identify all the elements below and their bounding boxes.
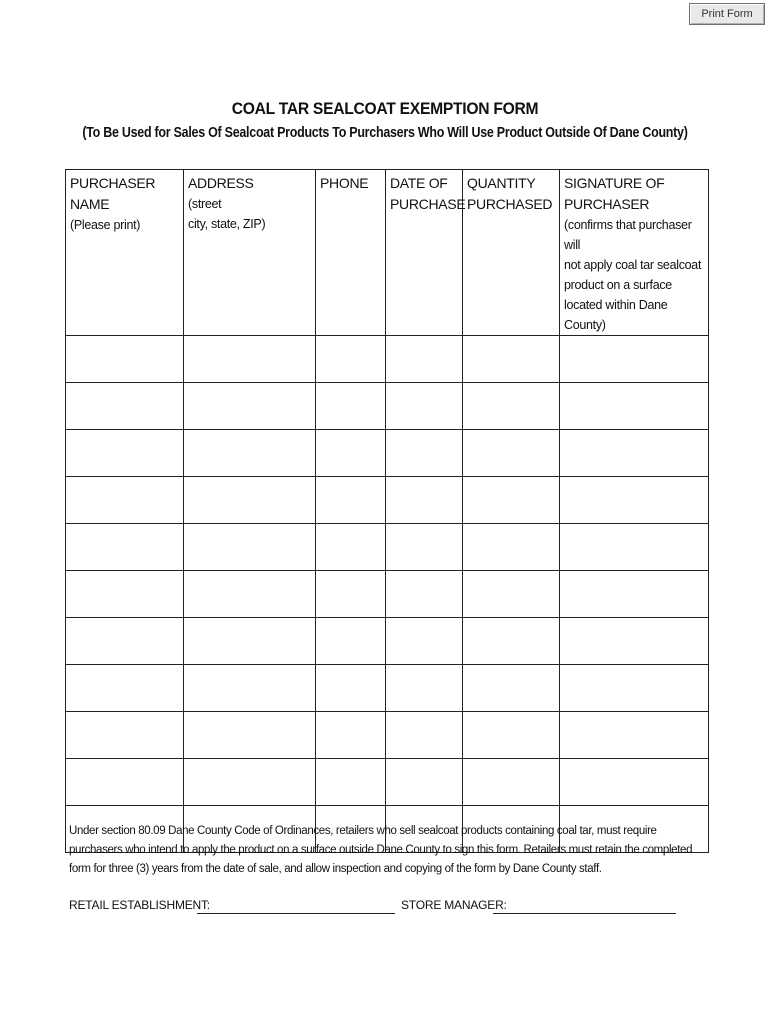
cell-address[interactable] <box>184 336 316 383</box>
cell-date-of-purchase[interactable] <box>386 618 463 665</box>
table-row <box>66 759 709 806</box>
cell-purchaser-name[interactable] <box>66 759 184 806</box>
header-note: product on a surface <box>564 278 672 292</box>
cell-phone[interactable] <box>316 336 386 383</box>
retail-establishment-field[interactable] <box>197 913 395 914</box>
form-title: COAL TAR SEALCOAT EXEMPTION FORM <box>231 99 539 118</box>
cell-date-of-purchase[interactable] <box>386 712 463 759</box>
retail-establishment-label: RETAIL ESTABLISHMENT: <box>69 898 210 912</box>
store-manager-field[interactable] <box>493 913 676 914</box>
header-phone <box>316 170 386 336</box>
header-label: SIGNATURE OF <box>564 175 665 191</box>
table-row <box>66 430 709 477</box>
cell-signature[interactable] <box>560 618 709 665</box>
header-note: located within Dane County) <box>564 298 668 332</box>
cell-address[interactable] <box>184 618 316 665</box>
header-signature <box>560 170 709 336</box>
ordinance-note: Under section 80.09 Dane County Code of Ordinances, retailers who sell sealcoat products containing coal tar, must require purchasers who intend to apply the product on a surface outside Dane County to sign this form. Retailers must retain the completed form for three (3) years from the date of sale, and allow inspection and copying of the form by Dane County staff. <box>69 825 693 875</box>
table-row <box>66 618 709 665</box>
cell-address[interactable] <box>184 665 316 712</box>
header-label: PURCHASER <box>564 196 650 212</box>
cell-address[interactable] <box>184 383 316 430</box>
cell-date-of-purchase[interactable] <box>386 524 463 571</box>
header-label: PHONE <box>320 175 369 191</box>
table-row <box>66 665 709 712</box>
header-label: PURCHASER <box>70 175 156 191</box>
cell-quantity-purchased[interactable] <box>463 477 560 524</box>
cell-date-of-purchase[interactable] <box>386 383 463 430</box>
cell-quantity-purchased[interactable] <box>463 759 560 806</box>
table-row <box>66 524 709 571</box>
cell-date-of-purchase[interactable] <box>386 665 463 712</box>
cell-phone[interactable] <box>316 712 386 759</box>
header-note: not apply coal tar sealcoat <box>564 258 702 272</box>
cell-phone[interactable] <box>316 524 386 571</box>
cell-phone[interactable] <box>316 759 386 806</box>
header-purchaser-name <box>66 170 184 336</box>
cell-quantity-purchased[interactable] <box>463 524 560 571</box>
cell-signature[interactable] <box>560 383 709 430</box>
store-manager-label: STORE MANAGER: <box>401 898 507 912</box>
cell-purchaser-name[interactable] <box>66 336 184 383</box>
cell-quantity-purchased[interactable] <box>463 618 560 665</box>
cell-phone[interactable] <box>316 383 386 430</box>
cell-date-of-purchase[interactable] <box>386 430 463 477</box>
cell-phone[interactable] <box>316 571 386 618</box>
header-label: DATE OF <box>390 175 448 191</box>
cell-address[interactable] <box>184 759 316 806</box>
header-quantity-purchased <box>463 170 560 336</box>
table-row <box>66 477 709 524</box>
table-row <box>66 712 709 759</box>
header-label: PURCHASED <box>467 196 553 212</box>
cell-date-of-purchase[interactable] <box>386 571 463 618</box>
cell-quantity-purchased[interactable] <box>463 712 560 759</box>
header-label: ADDRESS <box>188 175 254 191</box>
cell-address[interactable] <box>184 712 316 759</box>
header-address <box>184 170 316 336</box>
table-body <box>66 336 709 853</box>
cell-quantity-purchased[interactable] <box>463 665 560 712</box>
table-row <box>66 336 709 383</box>
table-row <box>66 571 709 618</box>
cell-quantity-purchased[interactable] <box>463 383 560 430</box>
header-label: QUANTITY <box>467 175 536 191</box>
cell-address[interactable] <box>184 477 316 524</box>
cell-signature[interactable] <box>560 477 709 524</box>
cell-signature[interactable] <box>560 336 709 383</box>
cell-signature[interactable] <box>560 571 709 618</box>
table-row <box>66 383 709 430</box>
cell-quantity-purchased[interactable] <box>463 336 560 383</box>
header-note: city, state, ZIP) <box>188 217 266 231</box>
cell-phone[interactable] <box>316 430 386 477</box>
cell-purchaser-name[interactable] <box>66 430 184 477</box>
cell-quantity-purchased[interactable] <box>463 571 560 618</box>
cell-date-of-purchase[interactable] <box>386 336 463 383</box>
table-header-row <box>66 170 709 336</box>
header-note: (confirms that purchaser will <box>564 218 692 252</box>
header-label: NAME <box>70 196 110 212</box>
cell-address[interactable] <box>184 571 316 618</box>
cell-address[interactable] <box>184 430 316 477</box>
cell-purchaser-name[interactable] <box>66 383 184 430</box>
cell-signature[interactable] <box>560 759 709 806</box>
cell-quantity-purchased[interactable] <box>463 430 560 477</box>
cell-signature[interactable] <box>560 430 709 477</box>
cell-purchaser-name[interactable] <box>66 712 184 759</box>
cell-signature[interactable] <box>560 712 709 759</box>
header-note: (Please print) <box>70 218 141 232</box>
cell-purchaser-name[interactable] <box>66 571 184 618</box>
header-label: PURCHASE <box>390 196 466 212</box>
cell-phone[interactable] <box>316 477 386 524</box>
form-subtitle: (To Be Used for Sales Of Sealcoat Products To Purchasers Who Will Use Product Outside Of Dane County) <box>82 125 688 141</box>
cell-purchaser-name[interactable] <box>66 665 184 712</box>
cell-signature[interactable] <box>560 665 709 712</box>
cell-purchaser-name[interactable] <box>66 524 184 571</box>
cell-address[interactable] <box>184 524 316 571</box>
cell-date-of-purchase[interactable] <box>386 759 463 806</box>
header-note: (street <box>188 197 222 211</box>
cell-purchaser-name[interactable] <box>66 477 184 524</box>
print-form-button[interactable]: Print Form <box>689 3 765 25</box>
header-date-of-purchase <box>386 170 466 336</box>
cell-signature[interactable] <box>560 524 709 571</box>
purchaser-table <box>65 169 709 853</box>
cell-date-of-purchase[interactable] <box>386 477 463 524</box>
cell-purchaser-name[interactable] <box>66 618 184 665</box>
cell-phone[interactable] <box>316 618 386 665</box>
cell-phone[interactable] <box>316 665 386 712</box>
